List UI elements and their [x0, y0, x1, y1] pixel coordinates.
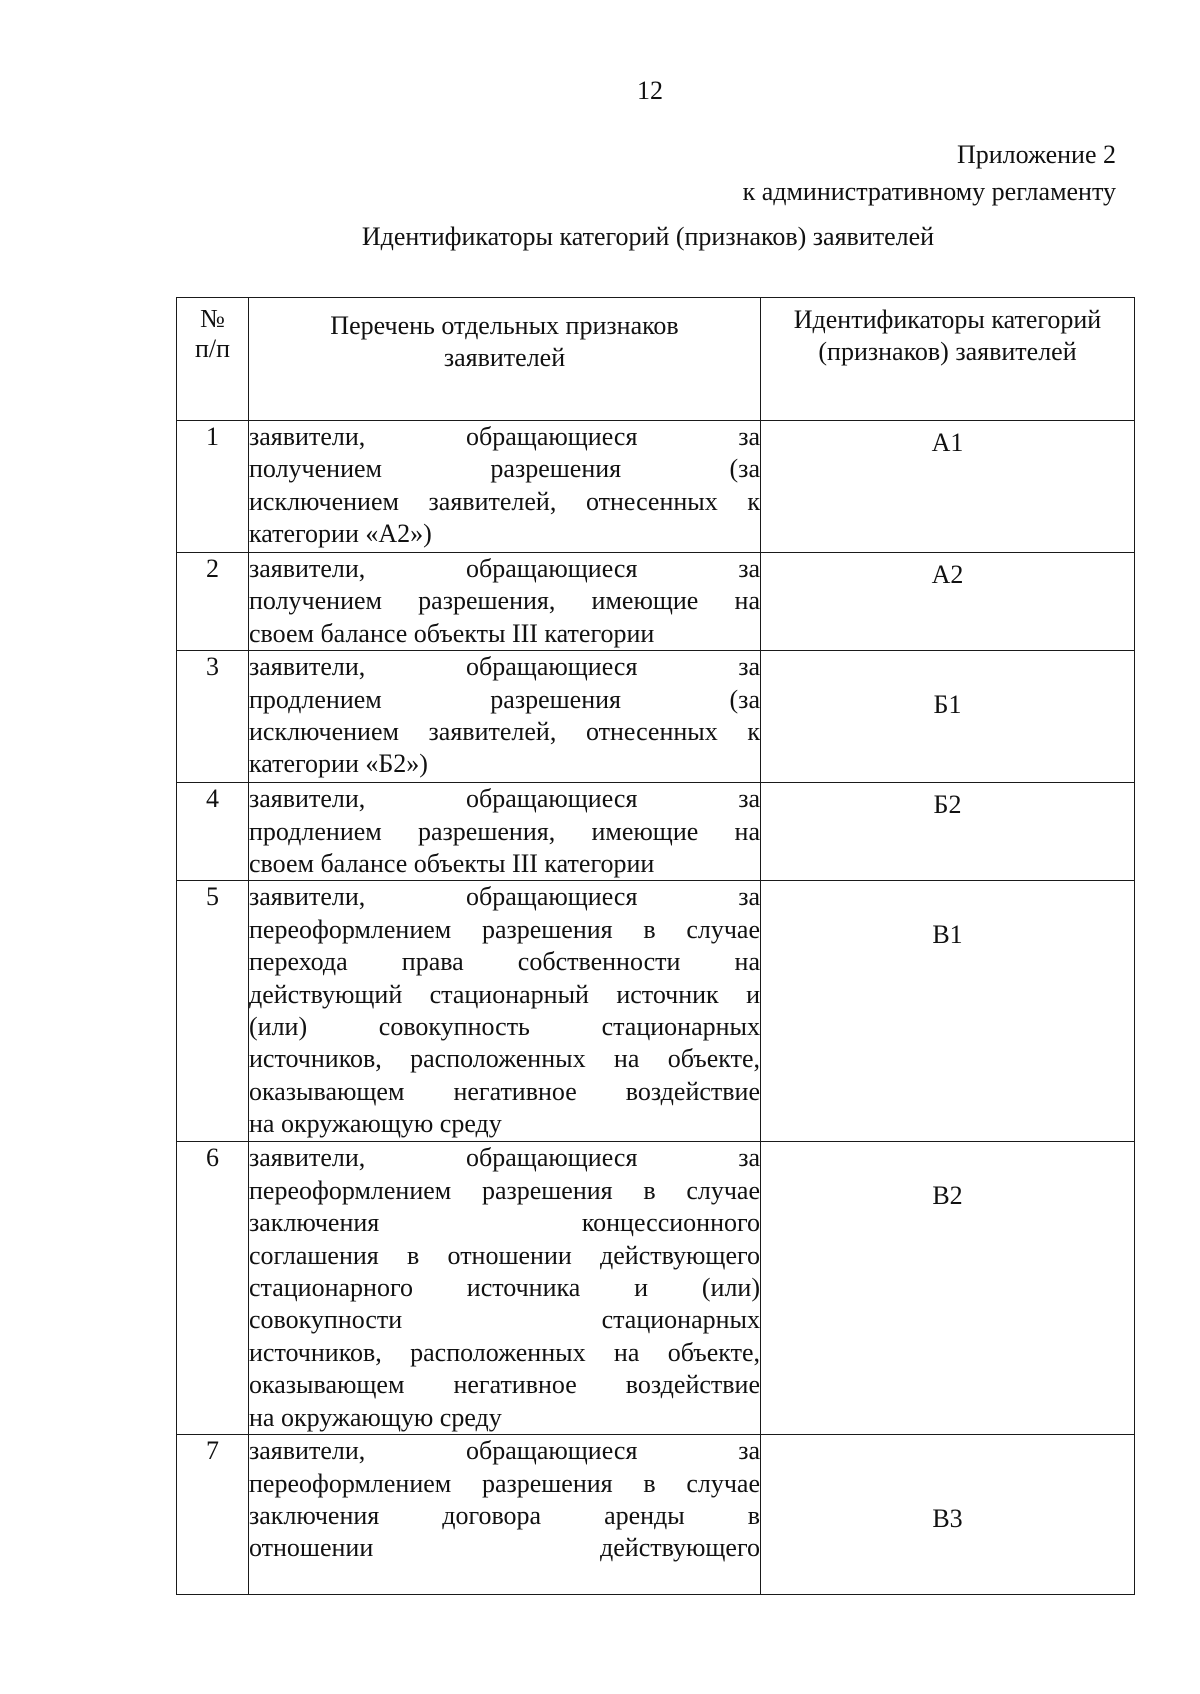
- row-number: 7: [177, 1435, 249, 1595]
- description-line: заявители, обращающиеся за: [249, 784, 760, 814]
- table-row: [177, 1142, 1135, 1435]
- description-line: заявители, обращающиеся за: [249, 882, 760, 912]
- row-description: [249, 881, 761, 1142]
- row-identifier: [761, 421, 1135, 553]
- identifier-code: В1: [932, 920, 963, 950]
- header-number: [177, 298, 249, 421]
- categories-table: [176, 297, 1135, 1595]
- table-row: [177, 651, 1135, 783]
- description-line: источников, расположенных на объекте,: [249, 1337, 760, 1367]
- identifier-code: В3: [932, 1504, 963, 1534]
- description-line: заявители, обращающиеся за: [249, 422, 760, 451]
- description-line: исключением заявителей, отнесенных к: [249, 717, 760, 747]
- description-line: (или) совокупность стационарных: [249, 1012, 760, 1042]
- table-row: [177, 421, 1135, 553]
- identifier-code: Б1: [933, 690, 962, 720]
- document-title: Идентификаторы категорий (признаков) заявителей: [361, 222, 935, 251]
- row-number: 4: [177, 783, 249, 881]
- description-line: отношении действующего: [249, 1533, 760, 1563]
- header-signs: [249, 298, 761, 421]
- description-line: соглашения в отношении действующего: [249, 1240, 760, 1270]
- row-identifier: [761, 1142, 1135, 1435]
- description-line: оказывающем негативное воздействие: [249, 1370, 760, 1400]
- description-line: оказывающем негативное воздействие: [249, 1076, 760, 1106]
- table-row: [177, 783, 1135, 881]
- description-line: заявители, обращающиеся за: [249, 1436, 760, 1466]
- identifier-code: А2: [931, 560, 964, 589]
- description-line: своем балансе объекты III категории: [249, 618, 655, 648]
- description-line: заявители, обращающиеся за: [249, 1143, 760, 1173]
- row-description: [249, 783, 761, 881]
- row-number: 6: [177, 1142, 249, 1435]
- description-line: продлением разрешения (за: [249, 684, 760, 714]
- description-line: своем балансе объекты III категории: [249, 849, 655, 879]
- description-line: стационарного источника и (или): [249, 1273, 760, 1303]
- row-number: 1: [177, 421, 249, 553]
- description-line: заключения договора аренды в: [249, 1500, 760, 1530]
- header-identifiers-line-2: (признаков) заявителей: [818, 337, 1077, 367]
- row-number: 2: [177, 553, 249, 651]
- header-number-line-2: п/п: [194, 334, 231, 363]
- description-line: заключения концессионного: [249, 1208, 760, 1238]
- description-line: переоформлением разрешения в случае: [249, 1175, 760, 1205]
- description-line: перехода права собственности на: [249, 947, 760, 977]
- description-line: на окружающую среду: [249, 1402, 502, 1432]
- table-row: [177, 881, 1135, 1142]
- description-line: исключением заявителей, отнесенных к: [249, 486, 760, 516]
- row-identifier: [761, 1435, 1135, 1595]
- table-header-row: [177, 298, 1135, 421]
- row-number: 3: [177, 651, 249, 783]
- description-line: категории «А2»): [249, 519, 432, 549]
- description-line: переоформлением разрешения в случае: [249, 914, 760, 944]
- description-line: заявители, обращающиеся за: [249, 652, 760, 682]
- appendix-line-1: Приложение 2: [956, 140, 1116, 169]
- page-number: 12: [637, 76, 663, 105]
- row-description: [249, 651, 761, 783]
- identifier-code: А1: [931, 428, 964, 457]
- header-identifiers-line-1: Идентификаторы категорий: [793, 305, 1102, 334]
- description-line: продлением разрешения, имеющие на: [249, 816, 760, 846]
- row-description: [249, 421, 761, 553]
- table-row: [177, 553, 1135, 651]
- identifier-code: Б2: [933, 790, 962, 820]
- description-line: получением разрешения, имеющие на: [249, 586, 760, 616]
- description-line: на окружающую среду: [249, 1109, 502, 1139]
- description-line: источников, расположенных на объекте,: [249, 1044, 760, 1074]
- row-identifier: [761, 783, 1135, 881]
- identifier-code: В2: [932, 1181, 963, 1211]
- header-number-line-1: №: [200, 304, 225, 333]
- header-signs-line-1: Перечень отдельных признаков: [330, 311, 679, 340]
- table-row: [177, 1435, 1135, 1595]
- row-number: 5: [177, 881, 249, 1142]
- appendix-line-2: к административному регламенту: [742, 177, 1116, 206]
- row-identifier: [761, 881, 1135, 1142]
- row-description: [249, 553, 761, 651]
- description-line: действующий стационарный источник и: [249, 979, 760, 1009]
- description-line: получением разрешения (за: [249, 454, 760, 484]
- description-line: совокупности стационарных: [249, 1305, 760, 1335]
- description-line: категории «Б2»): [249, 749, 428, 779]
- appendix-reference: [416, 136, 1116, 210]
- row-description: [249, 1435, 761, 1595]
- description-line: переоформлением разрешения в случае: [249, 1468, 760, 1498]
- description-line: заявители, обращающиеся за: [249, 554, 760, 583]
- row-identifier: [761, 651, 1135, 783]
- header-identifiers: [761, 298, 1135, 421]
- row-description: [249, 1142, 761, 1435]
- row-identifier: [761, 553, 1135, 651]
- header-signs-line-2: заявителей: [443, 343, 566, 373]
